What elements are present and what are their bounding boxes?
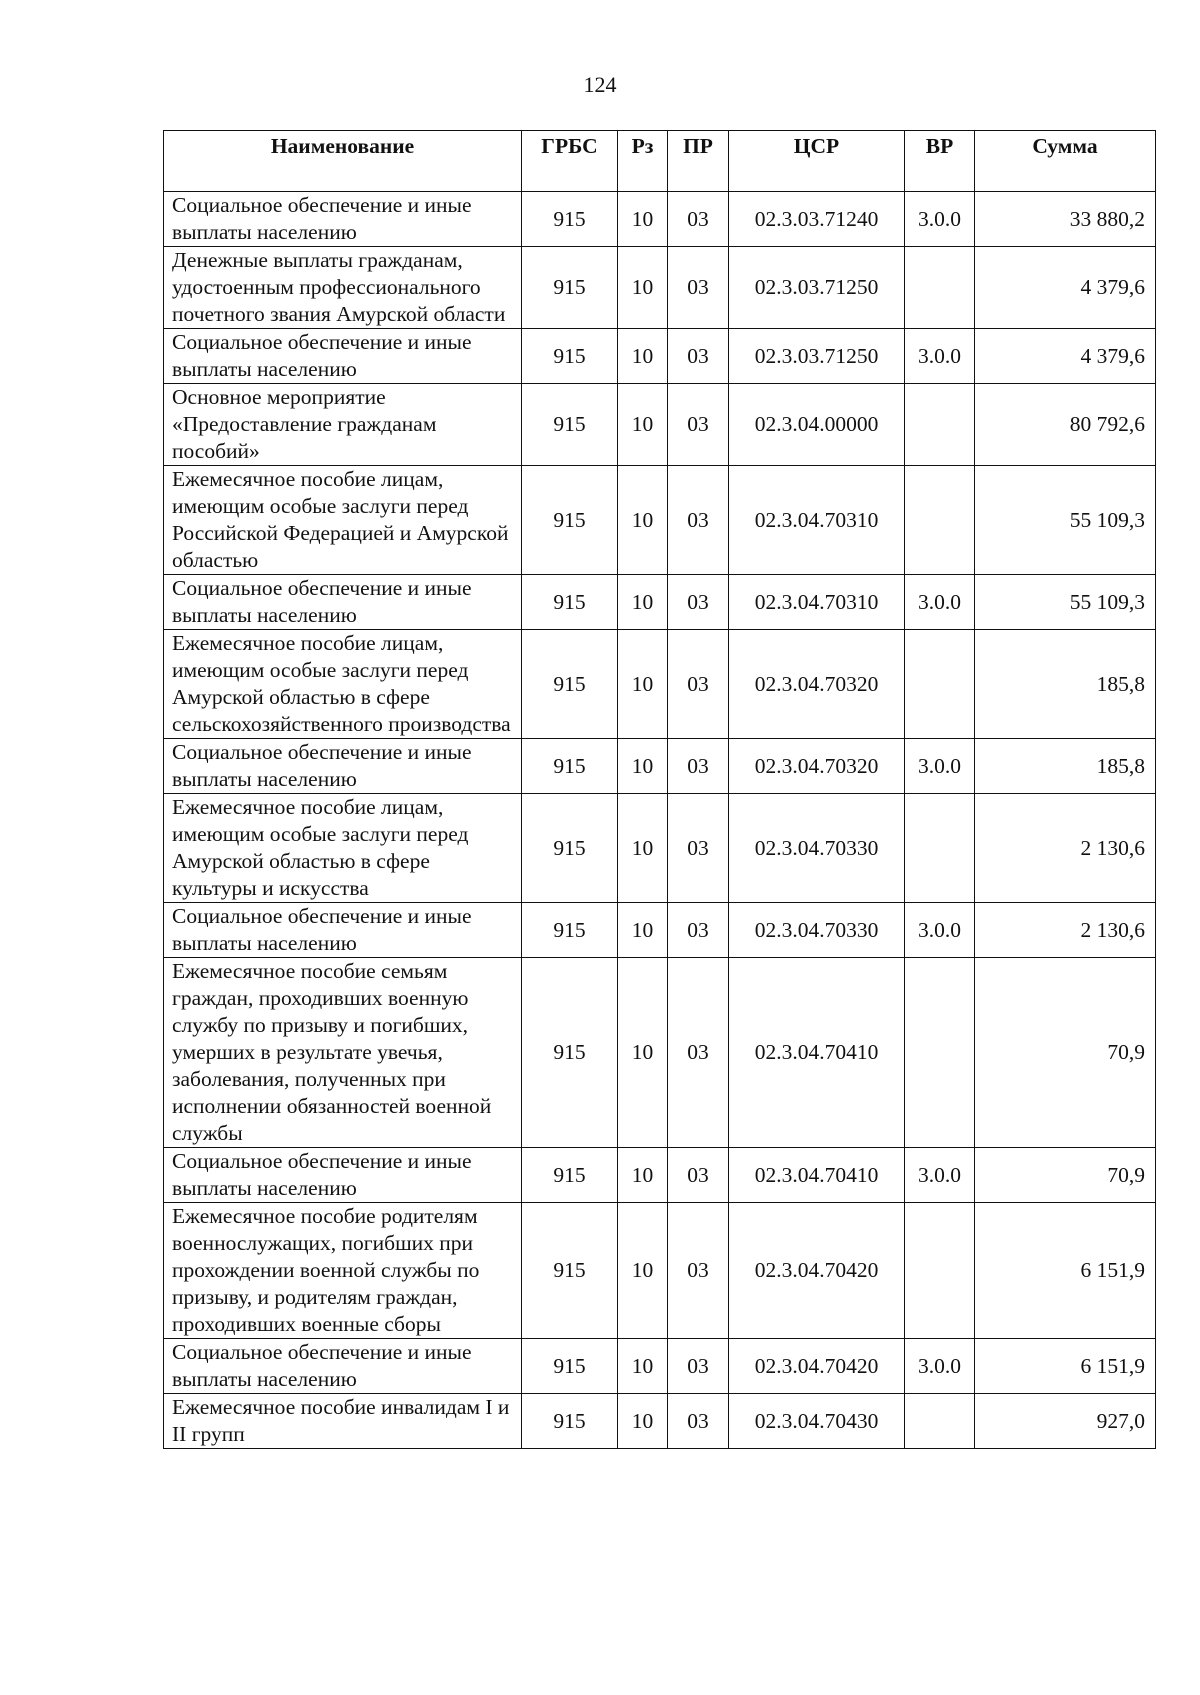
cell-sum: 6 151,9: [975, 1339, 1156, 1394]
cell-name: Социальное обеспечение и иные выплаты населению: [164, 329, 522, 384]
cell-csr: 02.3.04.70430: [729, 1394, 905, 1449]
cell-csr: 02.3.03.71250: [729, 247, 905, 329]
cell-pr: 03: [668, 1339, 729, 1394]
cell-name: Денежные выплаты гражданам, удостоенным профессионального почетного звания Амурской области: [164, 247, 522, 329]
cell-name: Социальное обеспечение и иные выплаты населению: [164, 575, 522, 630]
cell-grbs: 915: [522, 1339, 618, 1394]
cell-sum: 927,0: [975, 1394, 1156, 1449]
table-row: [164, 575, 1156, 630]
cell-grbs: 915: [522, 739, 618, 794]
cell-name: Социальное обеспечение и иные выплаты населению: [164, 739, 522, 794]
cell-rz: 10: [618, 329, 668, 384]
cell-grbs: 915: [522, 958, 618, 1148]
cell-pr: 03: [668, 958, 729, 1148]
cell-rz: 10: [618, 794, 668, 903]
cell-grbs: 915: [522, 575, 618, 630]
cell-csr: 02.3.04.70320: [729, 630, 905, 739]
cell-csr: 02.3.04.70410: [729, 958, 905, 1148]
cell-grbs: 915: [522, 903, 618, 958]
cell-sum: 2 130,6: [975, 903, 1156, 958]
cell-csr: 02.3.04.70420: [729, 1339, 905, 1394]
table-row: [164, 384, 1156, 466]
cell-name: Ежемесячное пособие лицам, имеющим особые заслуги перед Российской Федерацией и Амурской областью: [164, 466, 522, 575]
cell-sum: 185,8: [975, 739, 1156, 794]
cell-pr: 03: [668, 192, 729, 247]
cell-name: Ежемесячное пособие лицам, имеющим особые заслуги перед Амурской областью в сфере культуры и искусства: [164, 794, 522, 903]
table-body: [164, 192, 1156, 1449]
table-row: [164, 1148, 1156, 1203]
table-row: [164, 329, 1156, 384]
cell-pr: 03: [668, 329, 729, 384]
cell-pr: 03: [668, 575, 729, 630]
header-row: [164, 131, 1156, 192]
cell-vr: [905, 466, 975, 575]
cell-pr: 03: [668, 630, 729, 739]
cell-grbs: 915: [522, 466, 618, 575]
cell-sum: 80 792,6: [975, 384, 1156, 466]
cell-rz: 10: [618, 247, 668, 329]
cell-grbs: 915: [522, 1148, 618, 1203]
cell-vr: 3.0.0: [905, 1339, 975, 1394]
cell-name: Ежемесячное пособие лицам, имеющим особые заслуги перед Амурской областью в сфере сельскохозяйственного производства: [164, 630, 522, 739]
table-row: [164, 794, 1156, 903]
table-row: [164, 958, 1156, 1148]
table-row: [164, 1339, 1156, 1394]
table-row: [164, 630, 1156, 739]
cell-sum: 185,8: [975, 630, 1156, 739]
cell-name: Социальное обеспечение и иные выплаты населению: [164, 192, 522, 247]
cell-vr: [905, 630, 975, 739]
cell-pr: 03: [668, 247, 729, 329]
table-row: [164, 192, 1156, 247]
cell-csr: 02.3.03.71250: [729, 329, 905, 384]
cell-vr: 3.0.0: [905, 739, 975, 794]
header-grbs: ГРБС: [522, 131, 618, 192]
cell-vr: 3.0.0: [905, 192, 975, 247]
cell-grbs: 915: [522, 1203, 618, 1339]
cell-grbs: 915: [522, 329, 618, 384]
cell-grbs: 915: [522, 794, 618, 903]
cell-name: Ежемесячное пособие инвалидам I и II групп: [164, 1394, 522, 1449]
cell-sum: 70,9: [975, 1148, 1156, 1203]
cell-grbs: 915: [522, 1394, 618, 1449]
cell-vr: [905, 958, 975, 1148]
cell-sum: 55 109,3: [975, 575, 1156, 630]
cell-vr: [905, 247, 975, 329]
cell-pr: 03: [668, 739, 729, 794]
table-row: [164, 739, 1156, 794]
cell-vr: [905, 1394, 975, 1449]
cell-name: Социальное обеспечение и иные выплаты населению: [164, 1148, 522, 1203]
cell-grbs: 915: [522, 384, 618, 466]
cell-vr: 3.0.0: [905, 903, 975, 958]
header-vr: ВР: [905, 131, 975, 192]
cell-name: Ежемесячное пособие родителям военнослужащих, погибших при прохождении военной службы по призыву, и родителям граждан, проходивших военные сборы: [164, 1203, 522, 1339]
page-number: 124: [583, 72, 617, 97]
cell-pr: 03: [668, 903, 729, 958]
budget-table: [163, 130, 1156, 1449]
cell-vr: 3.0.0: [905, 329, 975, 384]
cell-pr: 03: [668, 384, 729, 466]
table-row: [164, 1203, 1156, 1339]
cell-pr: 03: [668, 1394, 729, 1449]
cell-csr: 02.3.04.70330: [729, 903, 905, 958]
cell-csr: 02.3.04.70310: [729, 466, 905, 575]
table-row: [164, 903, 1156, 958]
cell-sum: 70,9: [975, 958, 1156, 1148]
table-row: [164, 1394, 1156, 1449]
cell-csr: 02.3.03.71240: [729, 192, 905, 247]
cell-vr: [905, 1203, 975, 1339]
cell-name: Ежемесячное пособие семьям граждан, проходивших военную службу по призыву и погибших, умерших в результате увечья, заболевания, полученных при исполнении обязанностей военной службы: [164, 958, 522, 1148]
cell-name: Социальное обеспечение и иные выплаты населению: [164, 903, 522, 958]
cell-rz: 10: [618, 1394, 668, 1449]
header-pr: ПР: [668, 131, 729, 192]
cell-csr: 02.3.04.70320: [729, 739, 905, 794]
cell-rz: 10: [618, 1203, 668, 1339]
cell-rz: 10: [618, 739, 668, 794]
cell-vr: [905, 794, 975, 903]
cell-rz: 10: [618, 630, 668, 739]
cell-pr: 03: [668, 1148, 729, 1203]
header-sum: Сумма: [975, 131, 1156, 192]
cell-csr: 02.3.04.70420: [729, 1203, 905, 1339]
cell-pr: 03: [668, 1203, 729, 1339]
table-row: [164, 247, 1156, 329]
cell-sum: 55 109,3: [975, 466, 1156, 575]
cell-pr: 03: [668, 466, 729, 575]
cell-rz: 10: [618, 384, 668, 466]
cell-grbs: 915: [522, 192, 618, 247]
cell-sum: 2 130,6: [975, 794, 1156, 903]
cell-grbs: 915: [522, 630, 618, 739]
cell-rz: 10: [618, 1148, 668, 1203]
cell-grbs: 915: [522, 247, 618, 329]
cell-sum: 4 379,6: [975, 329, 1156, 384]
cell-sum: 4 379,6: [975, 247, 1156, 329]
cell-csr: 02.3.04.00000: [729, 384, 905, 466]
cell-vr: 3.0.0: [905, 575, 975, 630]
cell-sum: 6 151,9: [975, 1203, 1156, 1339]
cell-sum: 33 880,2: [975, 192, 1156, 247]
cell-name: Основное мероприятие «Предоставление гражданам пособий»: [164, 384, 522, 466]
cell-name: Социальное обеспечение и иные выплаты населению: [164, 1339, 522, 1394]
cell-rz: 10: [618, 575, 668, 630]
cell-csr: 02.3.04.70310: [729, 575, 905, 630]
cell-vr: 3.0.0: [905, 1148, 975, 1203]
cell-rz: 10: [618, 903, 668, 958]
cell-pr: 03: [668, 794, 729, 903]
cell-csr: 02.3.04.70330: [729, 794, 905, 903]
cell-rz: 10: [618, 958, 668, 1148]
cell-vr: [905, 384, 975, 466]
cell-rz: 10: [618, 466, 668, 575]
table-row: [164, 466, 1156, 575]
header-name: Наименование: [164, 131, 522, 192]
cell-rz: 10: [618, 1339, 668, 1394]
header-csr: ЦСР: [729, 131, 905, 192]
cell-csr: 02.3.04.70410: [729, 1148, 905, 1203]
cell-rz: 10: [618, 192, 668, 247]
header-rz: Рз: [618, 131, 668, 192]
